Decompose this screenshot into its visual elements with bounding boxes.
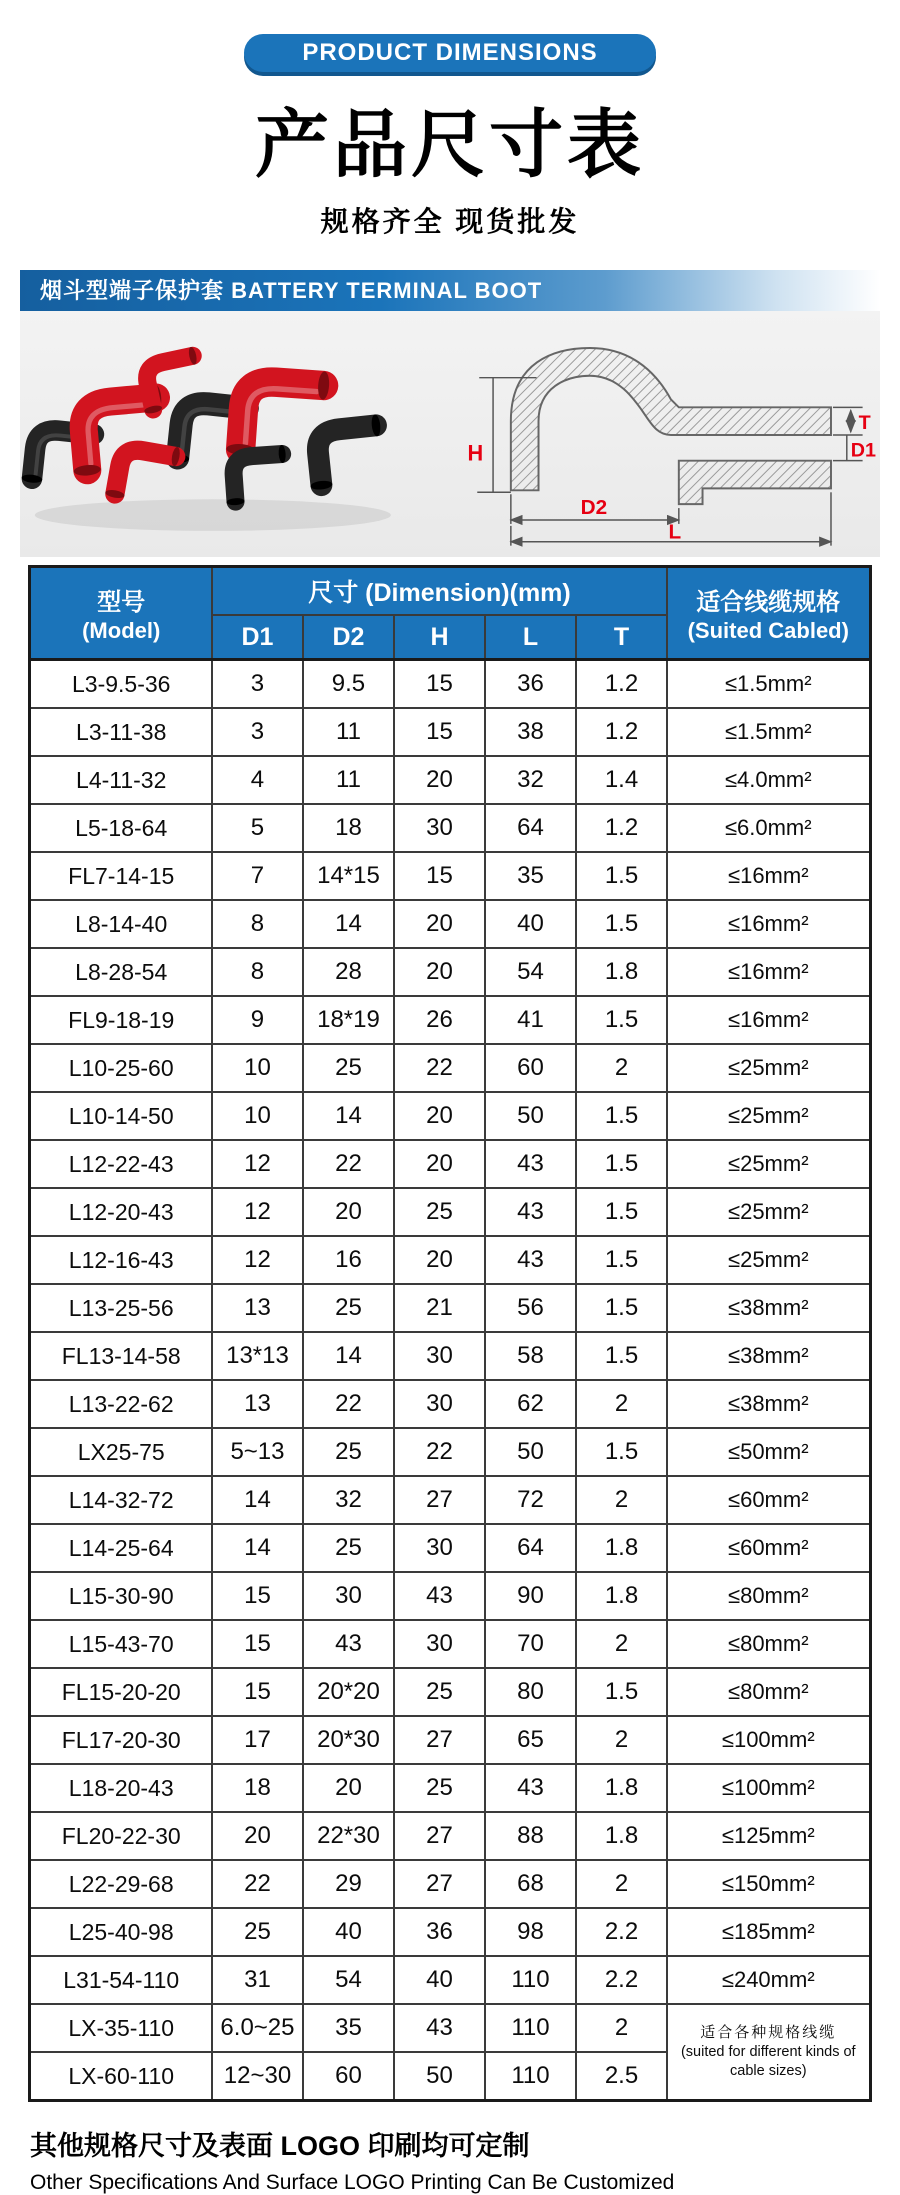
suited-cell: ≤185mm² [667, 1908, 870, 1956]
dimension-cell: 50 [485, 1428, 576, 1476]
dimension-cell: 1.5 [576, 1140, 667, 1188]
dimension-cell: 12~30 [212, 2052, 303, 2101]
col-header-h: H [394, 615, 485, 660]
dimension-cell: 1.4 [576, 756, 667, 804]
table-row [30, 660, 870, 709]
model-cell: FL20-22-30 [30, 1812, 212, 1860]
model-cell: FL7-14-15 [30, 852, 212, 900]
dimension-cell: 40 [394, 1956, 485, 2004]
model-cell: L8-14-40 [30, 900, 212, 948]
dimension-cell: 3 [212, 660, 303, 709]
suited-cell: ≤25mm² [667, 1044, 870, 1092]
dimension-cell: 31 [212, 1956, 303, 2004]
suited-cell: ≤25mm² [667, 1140, 870, 1188]
dimension-cell: 60 [485, 1044, 576, 1092]
dimension-cell: 18 [212, 1764, 303, 1812]
badge-label: PRODUCT DIMENSIONS [302, 39, 598, 66]
dimension-cell: 1.5 [576, 1092, 667, 1140]
model-cell: L31-54-110 [30, 1956, 212, 2004]
dimension-cell: 27 [394, 1812, 485, 1860]
dimension-cell: 54 [485, 948, 576, 996]
dimension-cell: 30 [394, 1380, 485, 1428]
table-row [30, 1572, 870, 1620]
dimension-cell: 25 [394, 1668, 485, 1716]
dimension-cell: 14 [303, 1092, 394, 1140]
model-cell: L13-22-62 [30, 1380, 212, 1428]
dimension-cell: 16 [303, 1236, 394, 1284]
suited-cell: ≤16mm² [667, 948, 870, 996]
dimension-cell: 15 [394, 852, 485, 900]
photo-shadow [35, 499, 391, 531]
dimension-cell: 43 [485, 1188, 576, 1236]
table-row [30, 1428, 870, 1476]
dimension-cell: 11 [303, 708, 394, 756]
suited-cell: ≤4.0mm² [667, 756, 870, 804]
dimension-cell: 22 [303, 1380, 394, 1428]
dimension-cell: 36 [394, 1908, 485, 1956]
dimension-cell: 5 [212, 804, 303, 852]
col-header-model-en: (Model) [82, 618, 161, 643]
dimension-diagram [416, 311, 880, 557]
dimension-cell: 60 [303, 2052, 394, 2101]
dimension-cell: 2 [576, 1716, 667, 1764]
suited-cell: ≤25mm² [667, 1236, 870, 1284]
model-cell: FL15-20-20 [30, 1668, 212, 1716]
dimension-cell: 43 [485, 1764, 576, 1812]
model-cell: LX-60-110 [30, 2052, 212, 2101]
dimension-cell: 2 [576, 1380, 667, 1428]
model-cell: L14-32-72 [30, 1476, 212, 1524]
dimension-cell: 9 [212, 996, 303, 1044]
boot-red-icon [105, 436, 181, 507]
dim-label-h: H [467, 440, 483, 466]
col-header-t: T [576, 615, 667, 660]
dimension-cell: 1.5 [576, 1188, 667, 1236]
suited-cell: ≤16mm² [667, 996, 870, 1044]
dim-label-l: L [668, 520, 681, 544]
suited-cell: ≤100mm² [667, 1764, 870, 1812]
model-cell: LX-35-110 [30, 2004, 212, 2052]
dimension-cell: 2 [576, 1476, 667, 1524]
table-row [30, 1908, 870, 1956]
dimension-cell: 88 [485, 1812, 576, 1860]
table-row [30, 900, 870, 948]
suited-cell: ≤1.5mm² [667, 708, 870, 756]
dimension-cell: 70 [485, 1620, 576, 1668]
product-photo [20, 311, 416, 557]
dimension-cell: 28 [303, 948, 394, 996]
dimension-cell: 35 [303, 2004, 394, 2052]
model-cell: L13-25-56 [30, 1284, 212, 1332]
dimension-cell: 29 [303, 1860, 394, 1908]
model-cell: L18-20-43 [30, 1764, 212, 1812]
suited-cell: ≤16mm² [667, 900, 870, 948]
dimension-cell: 20 [394, 948, 485, 996]
col-header-suited-zh: 适合线缆规格 [696, 589, 841, 616]
dimension-cell: 18*19 [303, 996, 394, 1044]
model-cell: L8-28-54 [30, 948, 212, 996]
dimension-cell: 12 [212, 1236, 303, 1284]
dimension-cell: 43 [394, 2004, 485, 2052]
dimension-cell: 2 [576, 1860, 667, 1908]
dimension-cell: 10 [212, 1044, 303, 1092]
table-row [30, 1668, 870, 1716]
footer-note-en: Other Specifications And Surface LOGO Printing Can Be Customized [30, 2171, 675, 2194]
dimension-cell: 50 [394, 2052, 485, 2101]
dimension-cell: 30 [394, 804, 485, 852]
suited-cell: ≤60mm² [667, 1476, 870, 1524]
dimension-cell: 20*20 [303, 1668, 394, 1716]
dimension-cell: 27 [394, 1860, 485, 1908]
dimension-cell: 11 [303, 756, 394, 804]
table-row [30, 1140, 870, 1188]
dimension-cell: 65 [485, 1716, 576, 1764]
dimension-cell: 14 [212, 1524, 303, 1572]
dimension-cell: 25 [303, 1284, 394, 1332]
table-row [30, 1284, 870, 1332]
dimension-cell: 20 [303, 1188, 394, 1236]
dimension-cell: 98 [485, 1908, 576, 1956]
dimension-cell: 30 [394, 1524, 485, 1572]
dimension-cell: 43 [485, 1236, 576, 1284]
table-row [30, 1860, 870, 1908]
dimension-cell: 27 [394, 1716, 485, 1764]
dimension-cell: 20*30 [303, 1716, 394, 1764]
dimension-cell: 10 [212, 1092, 303, 1140]
table-row [30, 996, 870, 1044]
dimension-cell: 5~13 [212, 1428, 303, 1476]
table-row [30, 804, 870, 852]
table-row [30, 1620, 870, 1668]
model-cell: L15-43-70 [30, 1620, 212, 1668]
dimension-cell: 90 [485, 1572, 576, 1620]
model-cell: L25-40-98 [30, 1908, 212, 1956]
suited-cell: ≤240mm² [667, 1956, 870, 2004]
dimension-cell: 1.8 [576, 1812, 667, 1860]
dimension-cell: 18 [303, 804, 394, 852]
dimension-cell: 40 [485, 900, 576, 948]
table-row [30, 1236, 870, 1284]
dimension-cell: 32 [485, 756, 576, 804]
dim-label-d1: D1 [850, 439, 876, 462]
dimension-cell: 80 [485, 1668, 576, 1716]
model-cell: L15-30-90 [30, 1572, 212, 1620]
suited-cell: ≤100mm² [667, 1716, 870, 1764]
table-row [30, 1188, 870, 1236]
dimensions-table [28, 565, 871, 2102]
dimension-cell: 58 [485, 1332, 576, 1380]
model-cell: FL9-18-19 [30, 996, 212, 1044]
dimension-cell: 50 [485, 1092, 576, 1140]
dimension-cell: 1.8 [576, 1764, 667, 1812]
dimension-cell: 1.5 [576, 900, 667, 948]
dimension-cell: 2.2 [576, 1956, 667, 2004]
dimension-cell: 22 [212, 1860, 303, 1908]
suited-cell: ≤25mm² [667, 1188, 870, 1236]
suited-cell: ≤38mm² [667, 1332, 870, 1380]
dimension-cell: 20 [394, 1140, 485, 1188]
col-header-d2: D2 [303, 615, 394, 660]
dimension-cell: 20 [394, 1092, 485, 1140]
model-cell: L3-11-38 [30, 708, 212, 756]
dimension-cell: 25 [303, 1044, 394, 1092]
dimension-cell: 14 [212, 1476, 303, 1524]
section-banner-label: 烟斗型端子保护套 BATTERY TERMINAL BOOT [40, 278, 543, 303]
table-row [30, 1764, 870, 1812]
dimension-cell: 25 [394, 1188, 485, 1236]
table-row [30, 1812, 870, 1860]
dimension-cell: 1.8 [576, 948, 667, 996]
dimension-cell: 43 [303, 1620, 394, 1668]
dimension-cell: 1.5 [576, 996, 667, 1044]
dimension-cell: 15 [394, 660, 485, 709]
page-title: 产品尺寸表 [255, 103, 645, 186]
model-cell: L3-9.5-36 [30, 660, 212, 709]
dimension-cell: 15 [212, 1668, 303, 1716]
model-cell: L4-11-32 [30, 756, 212, 804]
dimension-cell: 13 [212, 1380, 303, 1428]
suited-cell: ≤6.0mm² [667, 804, 870, 852]
table-row [30, 1524, 870, 1572]
dimension-cell: 2.5 [576, 2052, 667, 2101]
dim-label-t: T [858, 412, 871, 435]
dim-label-d2: D2 [580, 496, 607, 520]
suited-cell: ≤80mm² [667, 1668, 870, 1716]
model-cell: L10-14-50 [30, 1092, 212, 1140]
dimension-cell: 25 [394, 1764, 485, 1812]
product-dimensions-badge [244, 34, 655, 72]
model-cell: LX25-75 [30, 1428, 212, 1476]
dimension-cell: 20 [394, 756, 485, 804]
dimension-cell: 15 [212, 1620, 303, 1668]
table-row [30, 1044, 870, 1092]
dimension-cell: 35 [485, 852, 576, 900]
model-cell: L22-29-68 [30, 1860, 212, 1908]
suited-cell: ≤80mm² [667, 1572, 870, 1620]
suited-cell: ≤150mm² [667, 1860, 870, 1908]
dimension-cell: 13 [212, 1284, 303, 1332]
dimension-cell: 7 [212, 852, 303, 900]
dimension-cell: 1.5 [576, 1236, 667, 1284]
suited-cell: ≤1.5mm² [667, 660, 870, 709]
dimension-cell: 1.5 [576, 1284, 667, 1332]
table-row [30, 1716, 870, 1764]
model-cell: L14-25-64 [30, 1524, 212, 1572]
boot-cross-section-lower [678, 461, 830, 504]
dimension-cell: 20 [303, 1764, 394, 1812]
product-showcase [20, 311, 880, 557]
dimension-cell: 36 [485, 660, 576, 709]
boot-black-icon [304, 414, 386, 490]
dimension-cell: 21 [394, 1284, 485, 1332]
dimension-cell: 72 [485, 1476, 576, 1524]
col-header-dimension: 尺寸 (Dimension)(mm) [212, 567, 667, 616]
col-header-model [30, 567, 212, 660]
dimension-cell: 2.2 [576, 1908, 667, 1956]
dimension-cell: 17 [212, 1716, 303, 1764]
suited-cell: ≤50mm² [667, 1428, 870, 1476]
dimension-cell: 2 [576, 1620, 667, 1668]
dimension-cell: 14*15 [303, 852, 394, 900]
dimension-cell: 32 [303, 1476, 394, 1524]
section-banner [20, 270, 880, 311]
table-row [30, 2004, 870, 2052]
dimension-cell: 1.5 [576, 1332, 667, 1380]
dimension-cell: 30 [303, 1572, 394, 1620]
table-row [30, 1092, 870, 1140]
suited-cell: ≤16mm² [667, 852, 870, 900]
suited-cell: ≤60mm² [667, 1524, 870, 1572]
dimension-cell: 22 [394, 1428, 485, 1476]
dimension-cell: 43 [485, 1140, 576, 1188]
dimension-cell: 110 [485, 2004, 576, 2052]
suited-merged-cell: 适合各种规格线缆 (suited for different kinds of cable sizes) [667, 2004, 870, 2101]
table-row [30, 1476, 870, 1524]
dimension-cell: 20 [394, 900, 485, 948]
dimension-cell: 20 [212, 1812, 303, 1860]
suited-cell: ≤25mm² [667, 1092, 870, 1140]
dimension-cell: 8 [212, 900, 303, 948]
dimension-cell: 30 [394, 1332, 485, 1380]
suited-cell: ≤125mm² [667, 1812, 870, 1860]
dimension-cell: 25 [212, 1908, 303, 1956]
dimension-cell: 30 [394, 1620, 485, 1668]
dimension-cell: 4 [212, 756, 303, 804]
dimension-cell: 41 [485, 996, 576, 1044]
model-cell: L10-25-60 [30, 1044, 212, 1092]
table-row [30, 1380, 870, 1428]
dimension-cell: 20 [394, 1236, 485, 1284]
footer [30, 2124, 870, 2195]
footer-note-zh: 其他规格尺寸及表面 LOGO 印刷均可定制 [30, 2131, 530, 2161]
dimension-cell: 54 [303, 1956, 394, 2004]
model-cell: L12-22-43 [30, 1140, 212, 1188]
dimension-cell: 1.8 [576, 1524, 667, 1572]
dimension-cell: 14 [303, 900, 394, 948]
dimension-cell: 12 [212, 1140, 303, 1188]
table-row [30, 1332, 870, 1380]
suited-cell: ≤80mm² [667, 1620, 870, 1668]
dimension-cell: 1.8 [576, 1572, 667, 1620]
model-cell: FL17-20-30 [30, 1716, 212, 1764]
dimension-cell: 8 [212, 948, 303, 996]
table-body [30, 660, 870, 2101]
dimension-cell: 15 [394, 708, 485, 756]
table-row [30, 708, 870, 756]
dimension-cell: 1.2 [576, 660, 667, 709]
dimension-cell: 40 [303, 1908, 394, 1956]
dimension-cell: 1.5 [576, 1668, 667, 1716]
dimension-cell: 1.2 [576, 708, 667, 756]
dimension-cell: 15 [212, 1572, 303, 1620]
dimension-cell: 2 [576, 1044, 667, 1092]
page-subtitle: 规格齐全 现货批发 [320, 206, 580, 237]
dimension-cell: 64 [485, 1524, 576, 1572]
suited-cell: ≤38mm² [667, 1380, 870, 1428]
dimension-cell: 26 [394, 996, 485, 1044]
model-cell: FL13-14-58 [30, 1332, 212, 1380]
boot-black-icon [223, 445, 289, 506]
dimension-cell: 22*30 [303, 1812, 394, 1860]
table-row [30, 852, 870, 900]
dimension-cell: 64 [485, 804, 576, 852]
model-cell: L12-16-43 [30, 1236, 212, 1284]
dimension-cell: 3 [212, 708, 303, 756]
dimension-cell: 43 [394, 1572, 485, 1620]
col-header-suited-en: (Suited Cabled) [687, 618, 849, 643]
model-cell: L12-20-43 [30, 1188, 212, 1236]
suited-cell: ≤38mm² [667, 1284, 870, 1332]
dimension-cell: 110 [485, 1956, 576, 2004]
dimension-cell: 12 [212, 1188, 303, 1236]
model-cell: L5-18-64 [30, 804, 212, 852]
dimension-cell: 22 [303, 1140, 394, 1188]
dimension-cell: 1.2 [576, 804, 667, 852]
table-row [30, 1956, 870, 2004]
table-row [30, 756, 870, 804]
dimension-cell: 62 [485, 1380, 576, 1428]
dimension-cell: 22 [394, 1044, 485, 1092]
dimension-cell: 14 [303, 1332, 394, 1380]
col-header-suited [667, 567, 870, 660]
dimension-cell: 1.5 [576, 852, 667, 900]
dimension-cell: 6.0~25 [212, 2004, 303, 2052]
dimension-cell: 1.5 [576, 1428, 667, 1476]
dimension-cell: 38 [485, 708, 576, 756]
dimension-cell: 25 [303, 1524, 394, 1572]
table-row [30, 948, 870, 996]
dimension-cell: 56 [485, 1284, 576, 1332]
dimension-cell: 13*13 [212, 1332, 303, 1380]
col-header-l: L [485, 615, 576, 660]
col-header-d1: D1 [212, 615, 303, 660]
dimension-cell: 25 [303, 1428, 394, 1476]
dimension-cell: 110 [485, 2052, 576, 2101]
dimension-cell: 27 [394, 1476, 485, 1524]
dimension-cell: 9.5 [303, 660, 394, 709]
dimension-cell: 2 [576, 2004, 667, 2052]
col-header-model-zh: 型号 [97, 589, 146, 616]
dimension-cell: 68 [485, 1860, 576, 1908]
